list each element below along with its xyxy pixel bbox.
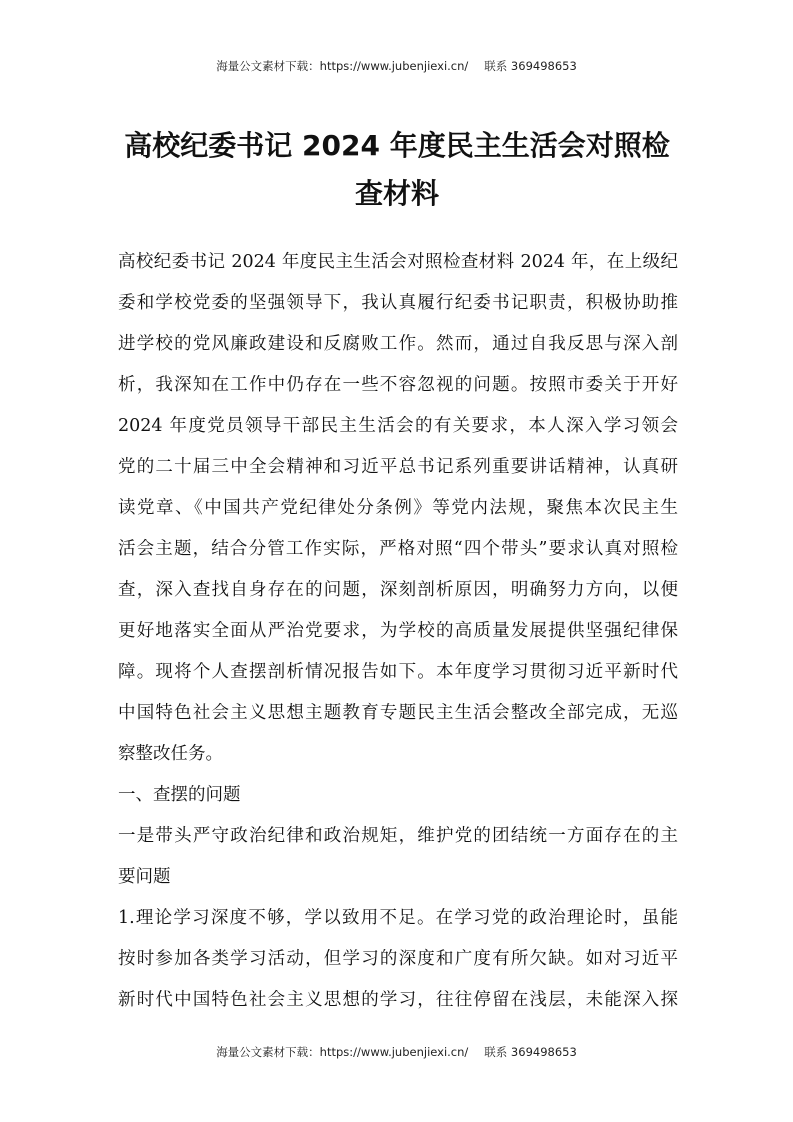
text-line: 一是带头严守政治纪律和政治规矩，维护党的团结统一方面存在的主 — [118, 826, 678, 846]
text-line: 障。现将个人查摆剖析情况报告如下。本年度学习贯彻习近平新时代 — [118, 662, 678, 682]
text-line: 按时参加各类学习活动，但学习的深度和广度有所欠缺。如对习近平 — [118, 949, 678, 969]
text-line: 1.理论学习深度不够，学以致用不足。在学习党的政治理论时，虽能 — [118, 908, 678, 928]
text-line: 委和学校党委的坚强领导下，我认真履行纪委书记职责，积极协助推 — [118, 293, 678, 313]
header-contact-text: 联系 369498653 — [484, 59, 577, 73]
text-line: 高校纪委书记 2024 年度民主生活会对照检查材料 2024 年，在上级纪 — [118, 252, 678, 272]
text-line: 进学校的党风廉政建设和反腐败工作。然而，通过自我反思与深入剖 — [118, 334, 678, 354]
document-title — [118, 122, 676, 218]
problem-paragraph — [118, 898, 678, 1021]
text-line: 读党章、《中国共产党纪律处分条例》等党内法规，聚焦本次民主生 — [118, 498, 678, 518]
subsection-paragraph — [118, 816, 678, 898]
page-footer — [0, 1044, 793, 1060]
title-line-1: 高校纪委书记 2024 年度民主生活会对照检 — [124, 129, 670, 162]
heading-text: 一、查摆的问题 — [118, 785, 241, 805]
document-body — [118, 242, 678, 1021]
intro-paragraph — [118, 242, 678, 775]
header-download-text: 海量公文素材下载：https://www.jubenjiexi.cn/ — [216, 59, 469, 73]
text-line: 析，我深知在工作中仍存在一些不容忽视的问题。按照市委关于开好 — [118, 375, 678, 395]
text-line: 新时代中国特色社会主义思想的学习，往往停留在浅层，未能深入探 — [118, 990, 678, 1010]
text-line: 党的二十届三中全会精神和习近平总书记系列重要讲话精神，认真研 — [118, 457, 678, 477]
text-line: 中国特色社会主义思想主题教育专题民主生活会整改全部完成，无巡 — [118, 703, 678, 723]
text-line: 查，深入查找自身存在的问题，深刻剖析原因，明确努力方向，以便 — [118, 580, 678, 600]
page-header — [0, 58, 793, 74]
text-line: 察整改任务。 — [118, 744, 223, 764]
text-line: 2024 年度党员领导干部民主生活会的有关要求，本人深入学习领会 — [118, 416, 678, 436]
footer-download-text: 海量公文素材下载：https://www.jubenjiexi.cn/ — [216, 1045, 469, 1059]
section-heading — [118, 775, 678, 816]
footer-contact-text: 联系 369498653 — [484, 1045, 577, 1059]
text-line: 要问题 — [118, 867, 171, 887]
title-line-2: 查材料 — [354, 177, 439, 210]
text-line: 更好地落实全面从严治党要求，为学校的高质量发展提供坚强纪律保 — [118, 621, 678, 641]
text-line: 活会主题，结合分管工作实际，严格对照“四个带头”要求认真对照检 — [118, 539, 678, 559]
